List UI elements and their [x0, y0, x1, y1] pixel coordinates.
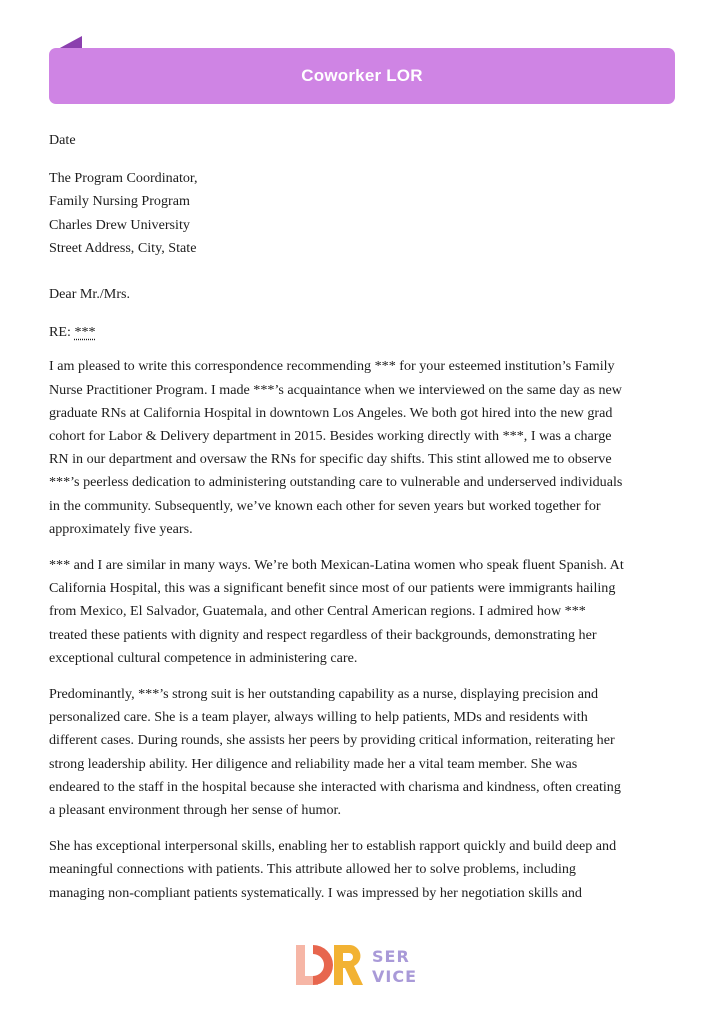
paragraph-line: approximately five years. [49, 520, 193, 537]
paragraph-line: She has exceptional interpersonal skills, enabling her to establish rapport quickly and build deep and [49, 838, 617, 855]
paragraph-line: exceptional cultural competence in administering care. [49, 649, 358, 666]
logo-word-top: SER [372, 947, 410, 966]
paragraph-line: personalized care. She is a team player, always willing to help patients, MDs and residents with [49, 709, 588, 726]
paragraph-line: endeared to the staff in the hospital because she interacted with charisma and kindness, often creating [49, 778, 621, 795]
recipient-line: The Program Coordinator, [49, 170, 198, 187]
paragraph-4 [49, 835, 681, 905]
salutation: Dear Mr./Mrs. [49, 286, 131, 303]
letter-body [49, 129, 681, 918]
recipient-address [49, 167, 681, 260]
paragraph-line: managing non-compliant patients systematically. I was impressed by her negotiation skills and [49, 884, 582, 901]
paragraph-line: *** and I are similar in many ways. We’re both Mexican-Latina women who speak fluent Spanish. At [49, 557, 624, 574]
paragraph-line: graduate RNs at California Hospital in downtown Los Angeles. We both got hired into the new grad [49, 404, 613, 421]
paragraph-line: ***’s peerless dedication to administering outstanding care to vulnerable and underserved individuals [49, 474, 623, 491]
paragraph-line: RN in our department and oversaw the RNs for specific day shifts. This stint allowed me to observe [49, 451, 612, 468]
re-label: RE: [49, 324, 75, 341]
lor-service-logo [296, 944, 436, 986]
paragraph-line: cohort for Labor & Delivery department in 2015. Besides working directly with ***, I was a charge [49, 428, 612, 445]
date-line: Date [49, 132, 76, 148]
paragraph-line: in the community. Subsequently, we’ve known each other for seven years but worked together for [49, 497, 601, 514]
logo-letter-r [334, 945, 363, 985]
paragraph-3 [49, 683, 681, 822]
paragraph-line: treated these patients with dignity and respect regardless of their backgrounds, demonstrating her [49, 626, 597, 643]
paragraph-line: from Mexico, El Salvador, Guatemala, and other Central American regions. I admired how *** [49, 603, 586, 620]
paragraph-line: meaningful connections with patients. This attribute allowed her to solve problems, including [49, 861, 576, 878]
paragraph-line: a pleasant environment through her sense of humor. [49, 802, 341, 819]
recipient-line: Charles Drew University [49, 216, 190, 233]
paragraph-line: strong leadership ability. Her diligence and reliability made her a vital team member. She was [49, 755, 578, 772]
paragraph-2 [49, 554, 681, 670]
logo-word-bottom: VICE [372, 967, 418, 986]
page-title: Coworker LOR [301, 66, 423, 85]
recipient-line: Street Address, City, State [49, 239, 197, 256]
paragraph-line: different cases. During rounds, she assists her peers by providing critical information, reiterating her [49, 732, 615, 749]
re-line [49, 321, 681, 344]
paragraph-line: I am pleased to write this correspondence recommending *** for your esteemed institution’s Family [49, 358, 615, 375]
header-banner [49, 48, 675, 104]
recipient-line: Family Nursing Program [49, 193, 190, 210]
paragraph-line: California Hospital, this was a significant benefit since most of our patients were immigrants hailing [49, 580, 616, 597]
paragraph-1 [49, 355, 681, 541]
paragraph-line: Nurse Practitioner Program. I made ***’s acquaintance when we interviewed on the same day as new [49, 381, 622, 398]
paragraph-line: Predominantly, ***’s strong suit is her outstanding capability as a nurse, displaying precision and [49, 686, 599, 703]
logo-letter-o [313, 945, 333, 985]
re-value: *** [74, 324, 96, 341]
